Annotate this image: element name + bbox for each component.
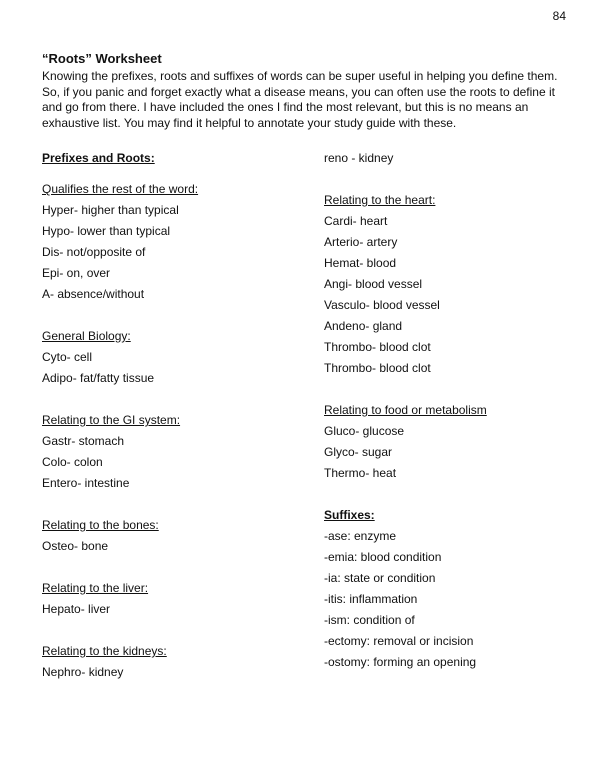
group-kidneys (42, 643, 292, 685)
intro-paragraph: Knowing the prefixes, roots and suffixes of words can be super useful in helping you define them. So, if you panic and forget exactly what a disease means, you can often use the roots to define it and go from there. I have included the ones I find the most relevant, but this is no means an exhaustive list. You may find it helpful to annotate your study guide with these. (42, 69, 558, 130)
prefixes-roots-heading: Prefixes and Roots: (42, 151, 155, 165)
group-heading: General Biology: (42, 329, 131, 343)
group-general-biology (42, 328, 292, 391)
list-item: Hypo- lower than typical (42, 224, 171, 238)
list-item: Glyco- sugar (324, 445, 393, 459)
left-column (42, 150, 292, 706)
group-liver (42, 580, 292, 622)
page-number: 84 (552, 9, 566, 23)
list-item: -ectomy: removal or incision (324, 634, 474, 648)
group-heading: Relating to the bones: (42, 518, 159, 532)
group-heading: Relating to the heart: (324, 193, 436, 207)
group-suffixes (324, 507, 564, 675)
group-metabolism (324, 402, 564, 486)
list-item: Osteo- bone (42, 539, 109, 553)
group-heading: Relating to the kidneys: (42, 644, 167, 658)
list-item: Epi- on, over (42, 266, 111, 280)
group-heading: Relating to the GI system: (42, 413, 181, 427)
group-bones (42, 517, 292, 559)
list-item: Thrombo- blood clot (324, 340, 431, 354)
list-item: Angi- blood vessel (324, 277, 423, 291)
list-item: Gluco- glucose (324, 424, 405, 438)
suffixes-heading: Suffixes: (324, 508, 375, 522)
right-column (324, 150, 564, 696)
group-gi-system (42, 412, 292, 496)
list-item: Dis- not/opposite of (42, 245, 146, 259)
list-item: A- absence/without (42, 287, 145, 301)
list-item: Cardi- heart (324, 214, 388, 228)
list-item: Cyto- cell (42, 350, 93, 364)
group-qualifiers (42, 181, 292, 307)
list-item: -itis: inflammation (324, 592, 418, 606)
list-item: -ia: state or condition (324, 571, 436, 585)
group-heart (324, 192, 564, 381)
list-item: reno - kidney (324, 151, 394, 165)
group-heading: Qualifies the rest of the word: (42, 182, 199, 196)
list-item: Thrombo- blood clot (324, 361, 431, 375)
list-item: Hepato- liver (42, 602, 111, 616)
group-kidneys-continued (324, 150, 564, 171)
list-item: Hemat- blood (324, 256, 397, 270)
list-item: Hyper- higher than typical (42, 203, 179, 217)
list-item: Colo- colon (42, 455, 103, 469)
group-heading: Relating to the liver: (42, 581, 149, 595)
list-item: Vasculo- blood vessel (324, 298, 440, 312)
list-item: Adipo- fat/fatty tissue (42, 371, 155, 385)
list-item: -ase: enzyme (324, 529, 397, 543)
list-item: Thermo- heat (324, 466, 397, 480)
group-heading: Relating to food or metabolism (324, 403, 487, 417)
document-title: “Roots” Worksheet (42, 51, 162, 66)
list-item: -ostomy: forming an opening (324, 655, 477, 669)
list-item: -ism: condition of (324, 613, 415, 627)
list-item: -emia: blood condition (324, 550, 442, 564)
list-item: Nephro- kidney (42, 665, 124, 679)
list-item: Entero- intestine (42, 476, 130, 490)
list-item: Andeno- gland (324, 319, 403, 333)
list-item: Arterio- artery (324, 235, 398, 249)
list-item: Gastr- stomach (42, 434, 125, 448)
